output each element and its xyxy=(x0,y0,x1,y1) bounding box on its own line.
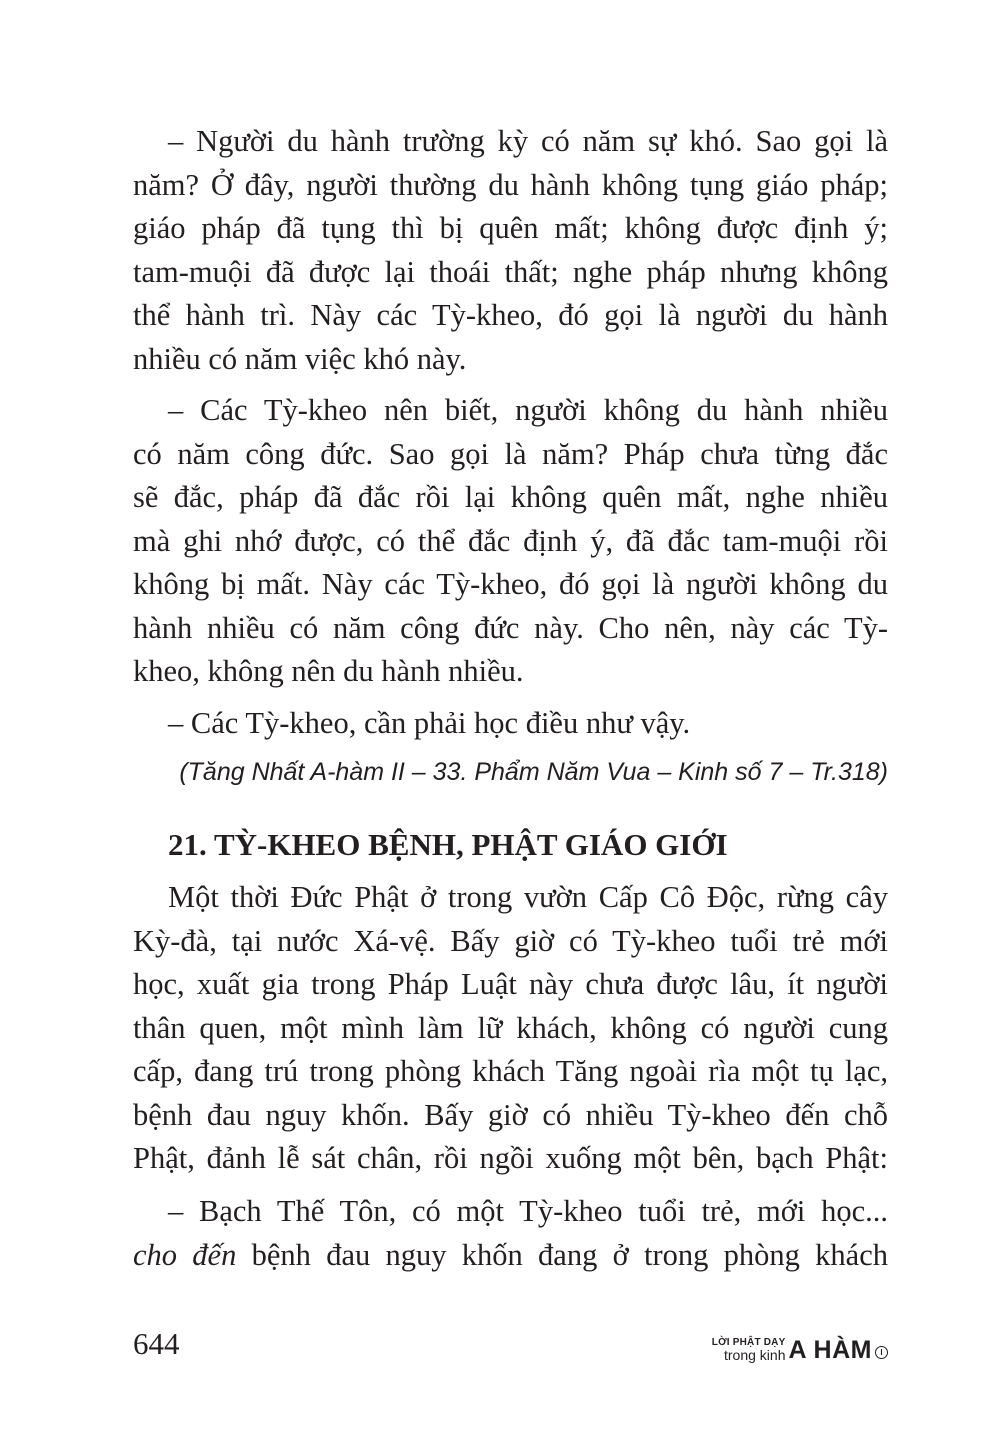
logo-subtitle xyxy=(712,1337,786,1363)
text-line: Kỳ-đà, tại nước Xá-vệ. Bấy giờ có Tỳ-kheo tuổi trẻ mới xyxy=(133,923,888,958)
text-line: tam-muội đã được lại thoái thất; nghe pháp nhưng không xyxy=(133,254,888,289)
logo-main-text: A HÀM xyxy=(788,1336,872,1364)
text-line: – Bạch Thế Tôn, có một Tỳ-kheo tuổi trẻ, mới học... xyxy=(168,1194,888,1228)
text-line: hành nhiều có năm công đức này. Cho nên, này các Tỳ- xyxy=(133,610,888,645)
text-line: – Các Tỳ-kheo, cần phải học điều như vậy. xyxy=(168,706,691,740)
source-citation: (Tăng Nhất A-hàm II – 33. Phẩm Năm Vua – Kinh số 7 – Tr.318) xyxy=(179,758,888,786)
volume-badge: I xyxy=(875,1346,888,1359)
text-line: – Người du hành trường kỳ có năm sự khó. Sao gọi là xyxy=(168,124,888,158)
text-line: sẽ đắc, pháp đã đắc rồi lại không quên mất, nghe nhiều xyxy=(133,480,888,514)
italic-phrase: cho đến xyxy=(133,1237,237,1272)
text-line: thể hành trì. Này các Tỳ-kheo, đó gọi là người du hành xyxy=(133,298,888,332)
section-heading: 21. TỲ-KHEO BỆNH, PHẬT GIÁO GIỚI xyxy=(168,827,728,862)
paragraph-2 xyxy=(133,389,888,694)
paragraph-5 xyxy=(133,1190,888,1277)
text-line: Phật, đảnh lễ sát chân, rồi ngồi xuống một bên, bạch Phật: xyxy=(133,1141,888,1175)
page-number: 644 xyxy=(133,1326,180,1361)
text-line: có năm công đức. Sao gọi là năm? Pháp chưa từng đắc xyxy=(133,436,888,471)
logo-bottom-text: trong kinh xyxy=(724,1347,786,1363)
paragraph-4 xyxy=(133,876,888,1181)
text-line: Một thời Đức Phật ở trong vườn Cấp Cô Độc, rừng cây xyxy=(168,880,888,914)
text-line: cấp, đang trú trong phòng khách Tăng ngoài rìa một tụ lạc, xyxy=(133,1054,888,1088)
text-line: giáo pháp đã tụng thì bị quên mất; không được định ý; xyxy=(133,211,888,245)
text-line: năm? Ở đây, người thường du hành không tụng giáo pháp; xyxy=(133,167,888,202)
text-line: không bị mất. Này các Tỳ-kheo, đó gọi là người không du xyxy=(133,567,888,601)
text-line xyxy=(133,1234,888,1278)
text-line: mà ghi nhớ được, có thể đắc định ý, đã đắc tam-muội rồi xyxy=(133,523,888,558)
text-line: thân quen, một mình làm lữ khách, không có người cung xyxy=(133,1010,888,1045)
logo-top-text: LỜI PHẬT DẠY xyxy=(711,1337,786,1348)
text-line: bệnh đau nguy khốn. Bấy giờ có nhiều Tỳ-kheo đến chỗ xyxy=(133,1097,888,1132)
paragraph-3 xyxy=(133,702,888,746)
text-line: – Các Tỳ-kheo nên biết, người không du hành nhiều xyxy=(168,393,888,427)
text-line: học, xuất gia trong Pháp Luật này chưa được lâu, ít người xyxy=(133,967,888,1001)
text-line: nhiều có năm việc khó này. xyxy=(133,341,467,376)
text-line: kheo, không nên du hành nhiều. xyxy=(133,654,524,688)
paragraph-1 xyxy=(133,120,888,381)
text-line-rest: bệnh đau nguy khốn đang ở trong phòng khách xyxy=(236,1237,889,1272)
book-series-logo xyxy=(712,1333,888,1363)
